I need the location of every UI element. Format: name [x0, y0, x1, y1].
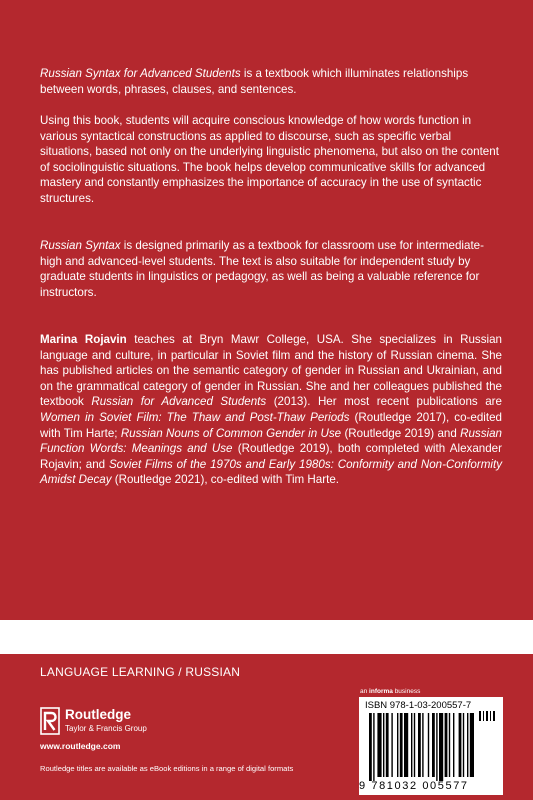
blurb-paragraph-3 — [40, 238, 502, 300]
publisher-name: Routledge — [65, 707, 131, 722]
publication-title: Russian Function Words: Meanings and Use — [40, 426, 502, 456]
publisher-url[interactable]: www.routledge.com — [40, 741, 121, 751]
author-name: Marina Rojavin — [40, 333, 127, 346]
publisher-group: Taylor & Francis Group — [65, 724, 147, 733]
book-title-short: Russian Syntax — [40, 239, 121, 252]
barcode-digits: 9 781032 005577 — [359, 780, 469, 792]
publication-title: Soviet Films of the 1970s and Early 1980s: Conformity and Non-Conformity Amidst Decay — [40, 457, 502, 487]
routledge-r-icon — [40, 707, 60, 735]
informa-tagline: an informa business — [360, 688, 421, 695]
informa-brand: informa — [369, 688, 393, 695]
publication-title: Women in Soviet Film: The Thaw and Post-Thaw Periods — [40, 410, 350, 424]
isbn-label: ISBN 978-1-03-200557-7 — [365, 700, 472, 711]
publication-title: Russian Nouns of Common Gender in Use — [120, 426, 342, 440]
ebook-note: Routledge titles are available as eBook editions in a range of digital formats — [40, 764, 294, 773]
routledge-logo — [40, 707, 180, 737]
blurb-text: is a textbook which illuminates relationships between words, phrases, clauses, and sentences. — [40, 67, 469, 96]
white-band — [0, 620, 533, 654]
blurb-paragraph-2 — [40, 113, 502, 207]
blurb-text: Using this book, students will acquire conscious knowledge of how words function in various syntactical constructions as applied to discourse, such as specific verbal situations, based not only on the underlying linguistic phenomena, but also on the content of sociolinguistic situations. The book helps develop communicative skills for advanced mastery and constantly emphasizes the importance of accuracy in the use of syntactic structures. — [40, 114, 499, 205]
blurb-text: is designed primarily as a textbook for classroom use for intermediate-high and advanced-level students. The text is also suitable for independent study by graduate students in linguistics or pedagogy, as well as being a valuable reference for instructors. — [40, 239, 484, 299]
barcode-box — [359, 697, 503, 795]
author-bio: Marina Rojavin teaches at Bryn Mawr College, USA. She specializes in Russian language and culture, in particular in Soviet film and the history of Russian cinema. She has published articles on the semantic category of gender in Russian and Ukrainian, and on the grammatical category of gender in Russian. She and her colleagues published the textbook Russian for Advanced Students (2013). Her most recent publications are Women in Soviet Film: The Thaw and Post-Thaw Periods (Routledge 2017), co-edited with Tim Harte; Russian Nouns of Common Gender in Use (Routledge 2019) and Russian Function Words: Meanings and Use (Routledge 2019), both completed with Alexander Rojavin; and Soviet Films of the 1970s and Early 1980s: Conformity and Non-Conformity Amidst Decay (Routledge 2021), co-edited with Tim Harte. — [40, 333, 502, 487]
publication-title: Russian for Advanced Students — [91, 395, 267, 409]
subject-category: LANGUAGE LEARNING / RUSSIAN — [40, 665, 241, 679]
book-title: Russian Syntax for Advanced Students — [40, 67, 241, 80]
blurb-paragraph-1 — [40, 66, 502, 97]
